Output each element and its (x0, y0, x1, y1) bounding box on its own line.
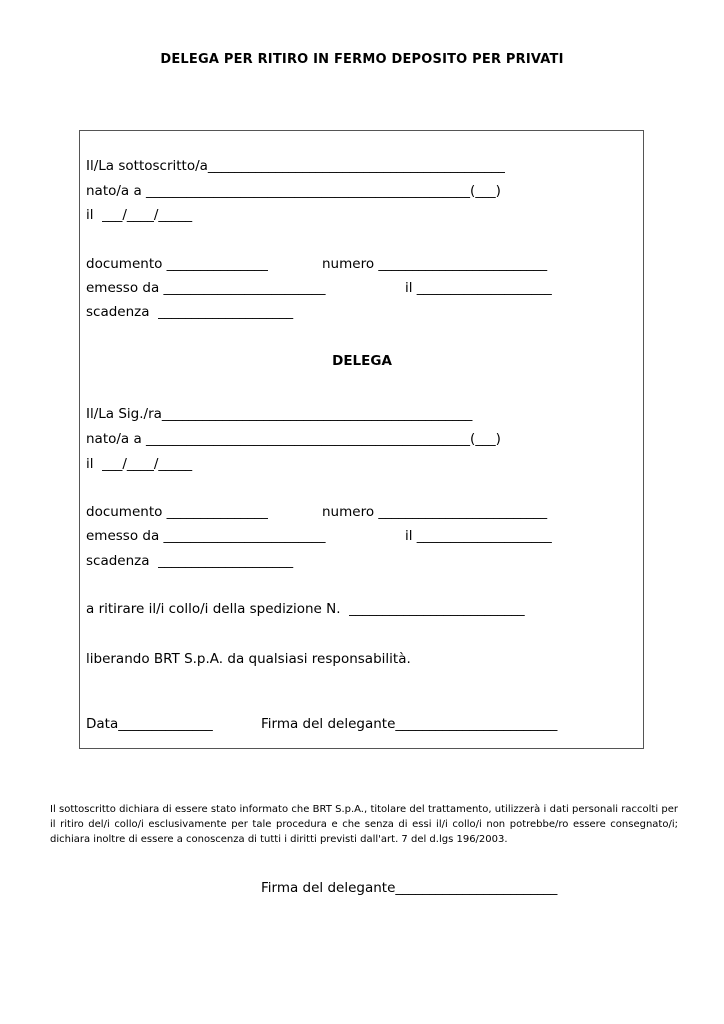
release-statement: liberando BRT S.p.A. da qualsiasi responsabilità. (86, 651, 411, 667)
delegato-issued-on-field[interactable]: il ____________________ (405, 528, 552, 544)
document-title: DELEGA PER RITIRO IN FERMO DEPOSITO PER PRIVATI (160, 52, 564, 67)
final-signature-field[interactable]: Firma del delegante________________________ (261, 880, 558, 896)
delegato-birth-place-field[interactable]: nato/a a ________________________________________________(___) (86, 431, 501, 447)
delega-heading: DELEGA (332, 353, 392, 369)
delegante-number-field[interactable]: numero _________________________ (322, 256, 548, 272)
delegato-birth-date-field[interactable]: il ___/____/_____ (86, 456, 193, 472)
delegante-name-field[interactable]: Il/La sottoscritto/a____________________________________________ (86, 158, 505, 174)
delegante-issued-on-field[interactable]: il ____________________ (405, 280, 552, 296)
delegato-document-field[interactable]: documento _______________ (86, 504, 268, 520)
date-field[interactable]: Data______________ (86, 716, 213, 732)
delegato-number-field[interactable]: numero _________________________ (322, 504, 548, 520)
delegante-document-field[interactable]: documento _______________ (86, 256, 268, 272)
form-signature-field[interactable]: Firma del delegante________________________ (261, 716, 558, 732)
delegante-birth-place-field[interactable]: nato/a a ________________________________________________(___) (86, 183, 501, 199)
delegante-issued-by-field[interactable]: emesso da ________________________ (86, 280, 326, 296)
shipment-number-field[interactable]: a ritirare il/i collo/i della spedizione N. __________________________ (86, 601, 525, 617)
delegante-expiry-field[interactable]: scadenza ____________________ (86, 304, 294, 320)
delegante-birth-date-field[interactable]: il ___/____/_____ (86, 207, 193, 223)
privacy-disclaimer: Il sottoscritto dichiara di essere stato informato che BRT S.p.A., titolare del trattamento, utilizzerà i dati personali raccolti per il ritiro del/i collo/i esclusivamente per tale procedura e che senza di essi il/i collo/i non potrebbe/ro essere consegnato/i; dichiara inoltre di essere a conoscenza di tutti i diritti previsti dall'art. 7 del d.lgs 196/2003. (50, 804, 678, 845)
delegato-name-field[interactable]: Il/La Sig./ra______________________________________________ (86, 406, 473, 422)
delegato-issued-by-field[interactable]: emesso da ________________________ (86, 528, 326, 544)
delegato-expiry-field[interactable]: scadenza ____________________ (86, 553, 294, 569)
